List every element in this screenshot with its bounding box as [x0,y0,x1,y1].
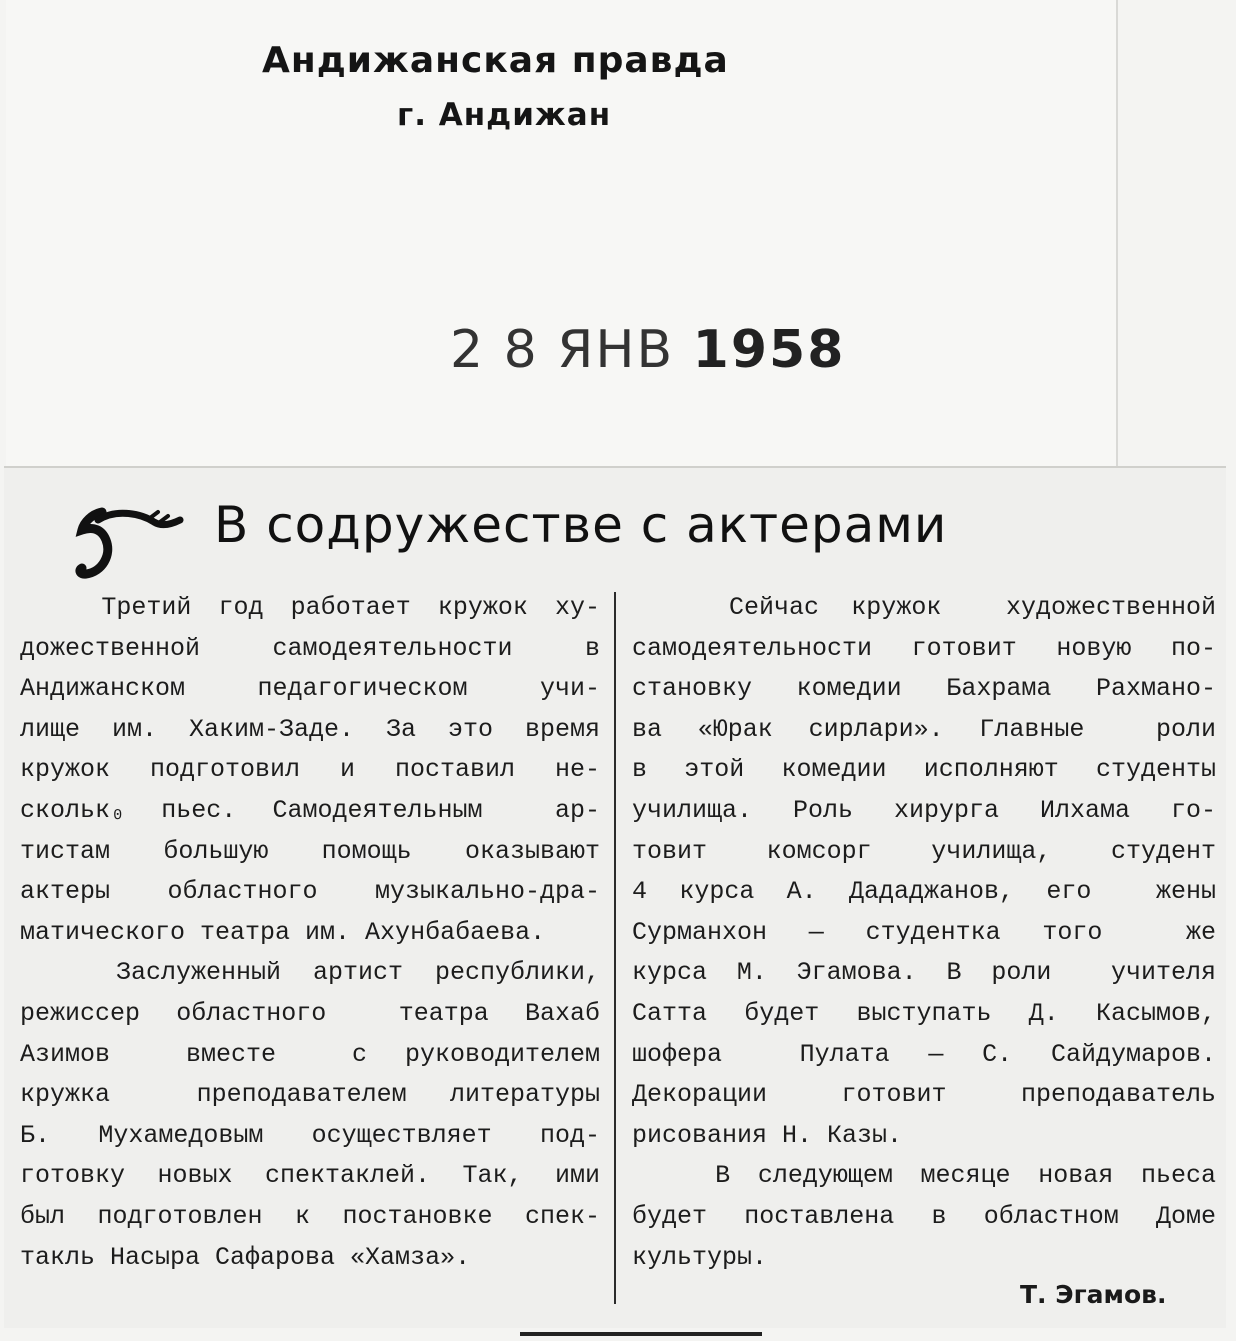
article-column-left [20,588,600,1278]
article-column-right [632,588,1216,1278]
newspaper-city: г. Андижан [397,97,612,133]
article-line: Третий год работает кружок ху- [20,593,600,622]
article-line: культуры. [632,1242,768,1272]
article-line: Сейчас кружок художественной [632,593,1216,622]
article-line: Сурманхон — студентка того же [632,917,1216,947]
article-line: скольк₀ пьес. Самодеятельным ар- [20,795,600,825]
article-line: рисования Н. Казы. [632,1120,903,1150]
article-line: Декорации готовит преподаватель [632,1080,1216,1110]
article-line: такль Насыра Сафарова «Хамза». [20,1242,471,1272]
article-line: Сатта будет выступать Д. Касымов, [632,998,1216,1028]
article-line: будет поставлена в областном Доме [632,1201,1216,1231]
bottom-rule [520,1332,762,1336]
article-line: кружок подготовил и поставил не- [20,755,600,785]
article-line: курса М. Эгамова. В роли учителя [632,958,1216,988]
column-divider [614,592,616,1304]
article-line: товит комсорг училища, студент [632,836,1216,866]
article-line: матического театра им. Ахунбабаева. [20,917,546,947]
article-line: готовку новых спектаклей. Так, ими [20,1161,600,1191]
article-line: Азимов вместе с руководителем [20,1039,600,1069]
article-line: ва «Юрак сирлари». Главные роли [632,714,1216,744]
date-stamp [450,320,845,380]
article-line: Б. Мухамедовым осуществляет под- [20,1120,600,1150]
article-line: Заслуженный артист республики, [20,958,600,988]
article-line: актеры областного музыкально-дра- [20,877,600,907]
article-line: Андижанском педагогическом учи- [20,674,600,704]
article-author: Т. Эгамов. [1020,1280,1167,1309]
article-line: в этой комедии исполняют студенты [632,755,1216,785]
stamp-month: ЯНВ [557,320,675,380]
article-line: В следующем месяце новая пьеса [632,1161,1216,1191]
article-line: самодеятельности готовит новую по- [632,633,1216,663]
article-title: В содружестве с актерами [214,496,948,554]
newspaper-name: Андижанская правда [262,40,729,81]
stamp-day: 2 8 [450,320,539,380]
article-line: кружка преподавателем литературы [20,1080,600,1110]
handwritten-mark-icon [72,500,187,595]
article-line: был подготовлен к постановке спек- [20,1201,600,1231]
stamp-year: 1958 [692,320,846,380]
article-line: режиссер областного театра Вахаб [20,998,600,1028]
article-line: становку комедии Бахрама Рахмано- [632,674,1216,704]
article-line: тистам большую помощь оказывают [20,836,600,866]
article-line: шофера Пулата — С. Сайдумаров. [632,1039,1216,1069]
article-line: 4 курса А. Дададжанов, его жены [632,877,1216,907]
article-line: училища. Роль хирурга Илхама го- [632,795,1216,825]
article-line: лище им. Хаким-Заде. За это время [20,714,600,744]
article-line: дожественной самодеятельности в [20,633,600,663]
